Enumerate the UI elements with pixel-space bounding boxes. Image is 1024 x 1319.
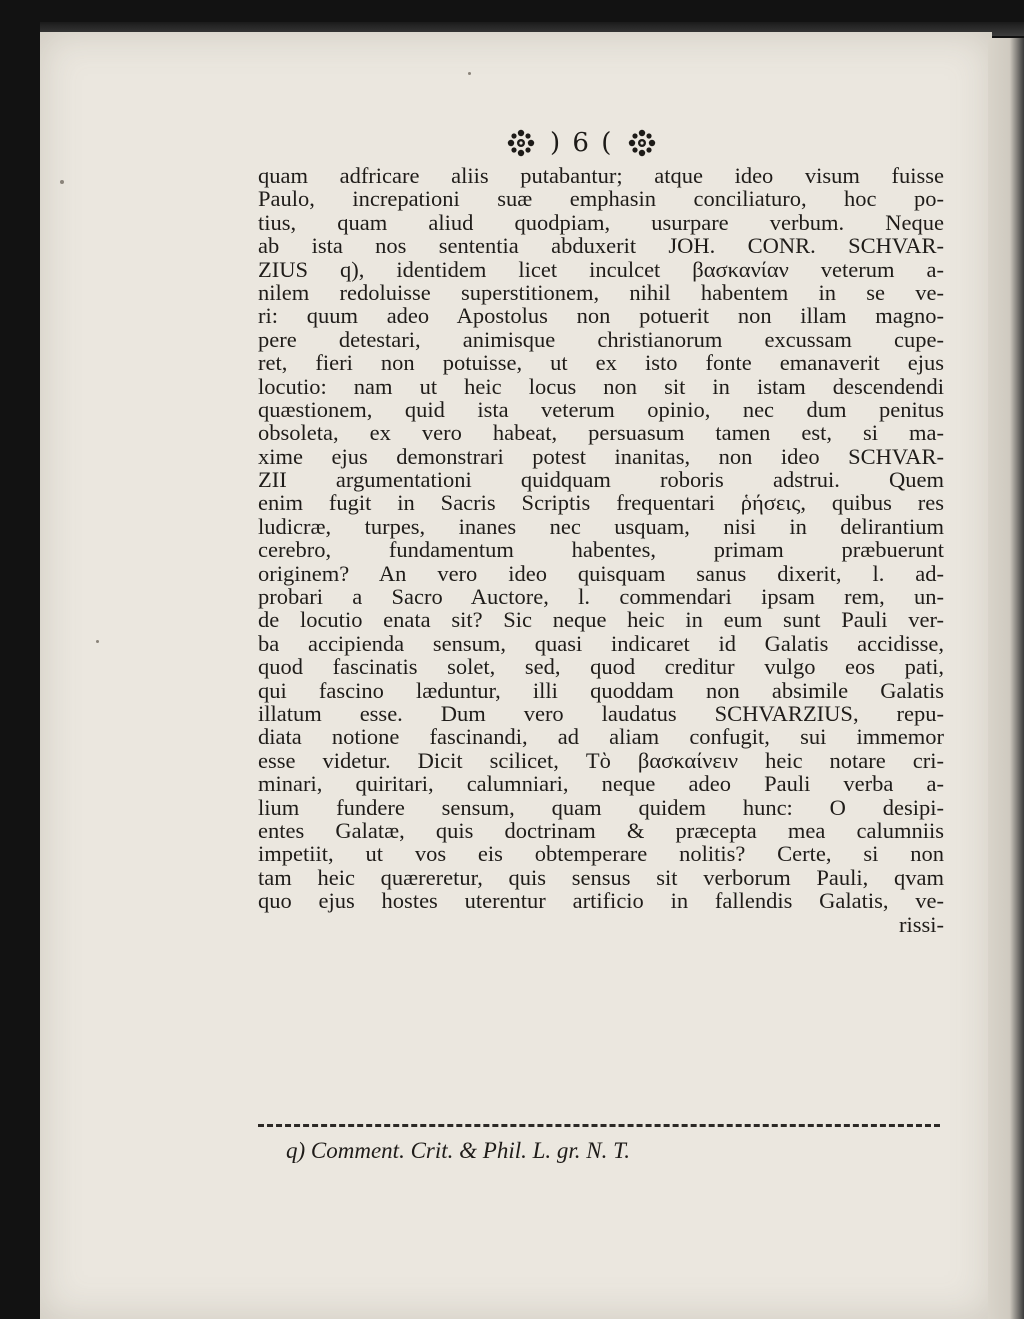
text-line: locutio: nam ut heic locus non sit in istam descendendi: [258, 373, 944, 399]
text-line: ZIUS q), identidem licet inculcet βασκανίαν veterum a-: [258, 256, 944, 282]
text-line: tam heic quæreretur, quis sensus sit verborum Pauli, qvam: [258, 864, 944, 890]
text-line: esse videtur. Dicit scilicet, Τὸ βασκαίνειν heic notare cri-: [258, 747, 944, 773]
text-line: ab ista nos sententia abduxerit JOH. CONR. SCHVAR-: [258, 233, 944, 259]
text-line: illatum esse. Dum vero laudatus SCHVARZIUS, repu-: [258, 700, 944, 726]
body-text: [258, 164, 944, 936]
running-header: [506, 118, 746, 168]
text-line: quod fascinatis solet, sed, quod creditur vulgo eos pati,: [258, 654, 944, 680]
page-right-edge: [988, 38, 1024, 1319]
paper-speck: [468, 72, 471, 75]
text-line: pere detestari, animisque christianorum excussam cupe-: [258, 326, 944, 352]
footnote: q) Comment. Crit. & Phil. L. gr. N. T.: [286, 1138, 630, 1163]
footnote-rule: [258, 1124, 940, 1127]
page-number: ) 6 (: [550, 128, 614, 158]
text-line: tius, quam aliud quodpiam, usurpare verbum. Neque: [258, 209, 944, 235]
text-line: impetiit, ut vos eis obtemperare nolitis? Certe, si non: [258, 841, 944, 867]
text-line: ZII argumentationi quidquam roboris adstrui. Quem: [258, 467, 944, 493]
text-line: quam adfricare aliis putabantur; atque ideo visum fuisse: [258, 163, 944, 188]
text-line: obsoleta, ex vero habeat, persuasum tamen est, si ma-: [258, 420, 944, 446]
text-line: xime ejus demonstrari potest inanitas, non ideo SCHVAR-: [258, 443, 944, 469]
text-line: entes Galatæ, quis doctrinam & præcepta mea calumniis: [258, 817, 944, 843]
text-line: diata notione fascinandi, ad aliam confugit, sui immemor: [258, 724, 944, 750]
flower-ornament-icon: [627, 128, 657, 158]
text-line: ri: quum adeo Apostolus non potuerit non illam magno-: [258, 303, 944, 329]
text-line: cerebro, fundamentum habentes, primam præbuerunt: [258, 537, 944, 563]
text-line: Paulo, increpationi suæ emphasin conciliaturo, hoc po-: [258, 186, 944, 212]
flower-ornament-icon: [506, 128, 536, 158]
text-line: ba accipienda sensum, quasi indicaret id Galatis accidisse,: [258, 630, 944, 656]
text-line: de locutio enata sit? Sic neque heic in eum sunt Pauli ver-: [258, 607, 944, 633]
text-line: quo ejus hostes uterentur artificio in fallendis Galatis, ve-: [258, 888, 944, 914]
text-line: qui fascino læduntur, illi quoddam non absimile Galatis: [258, 677, 944, 703]
text-line: ret, fieri non potuisse, ut ex isto fonte emanaverit ejus: [258, 350, 944, 376]
text-line: originem? An vero ideo quisquam sanus dixerit, l. ad-: [258, 560, 944, 586]
text-line: lium fundere sensum, quam quidem hunc: O desipi-: [258, 794, 944, 820]
text-line: enim fugit in Sacris Scriptis frequentari ῥήσεις, quibus res: [258, 490, 944, 516]
catchword: rissi-: [899, 911, 944, 937]
paper-speck: [60, 180, 64, 184]
text-line: minari, quiritari, calumniari, neque adeo Pauli verba a-: [258, 771, 944, 797]
text-line: probari a Sacro Auctore, l. commendari ipsam rem, un-: [258, 584, 944, 610]
text-line: nilem redoluisse superstitionem, nihil habentem in se ve-: [258, 279, 944, 305]
text-line: quæstionem, quid ista veterum opinio, nec dum penitus: [258, 396, 944, 422]
paper-speck: [96, 640, 99, 643]
text-line: ludicræ, turpes, inanes nec usquam, nisi in delirantium: [258, 513, 944, 539]
